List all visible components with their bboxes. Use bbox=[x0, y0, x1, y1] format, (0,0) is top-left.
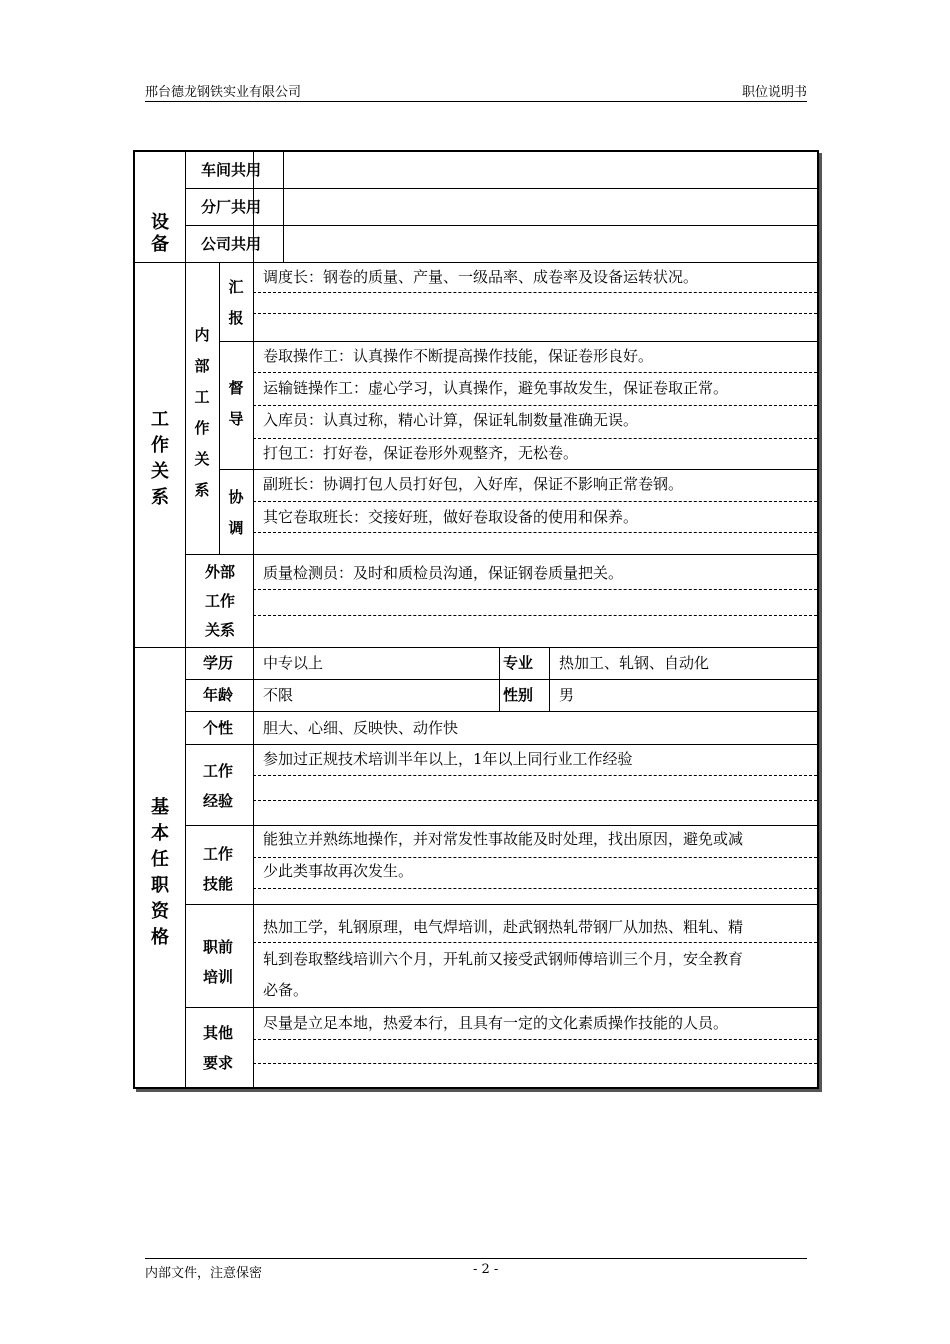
education-label: 学历 bbox=[203, 654, 234, 672]
document-type: 职位说明书 bbox=[741, 85, 807, 100]
personality-label: 个性 bbox=[203, 719, 234, 737]
major-label: 专业 bbox=[503, 654, 534, 672]
external-text: 质量检测员：及时和质检员沟通，保证钢卷质量把关。 bbox=[263, 564, 624, 582]
report-label: 汇 报 bbox=[228, 278, 244, 327]
gender-label: 性别 bbox=[503, 686, 534, 704]
training-text: 必备。 bbox=[263, 981, 309, 999]
training-text: 轧到卷取整线培训六个月，开轧前又接受武钢师傅培训三个月，安全教育 bbox=[263, 950, 744, 968]
training-text: 热加工学，轧钢原理，电气焊培训，赴武钢热轧带钢厂从加热、粗轧、精 bbox=[263, 918, 744, 936]
equipment-branch-label: 分厂共用 bbox=[201, 198, 262, 216]
coordinate-text: 副班长：协调打包人员打好包，入好库，保证不影响正常卷钢。 bbox=[263, 475, 684, 493]
confidential-note: 内部文件，注意保密 bbox=[145, 1266, 263, 1281]
training-label: 职前 培训 bbox=[202, 938, 233, 986]
gender-value: 男 bbox=[559, 686, 575, 704]
report-text: 调度长：钢卷的质量、产量、一级品率、成卷率及设备运转状况。 bbox=[263, 268, 699, 286]
other-requirements-value: 尽量是立足本地，热爱本行，且具有一定的文化素质操作技能的人员。 bbox=[263, 1014, 729, 1032]
internal-relations-label: 内 部 工 作 关 系 bbox=[194, 326, 210, 499]
skills-text: 能独立并熟练地操作，并对常发性事故能及时处理，找出原因，避免或减 bbox=[263, 830, 744, 848]
page-footer bbox=[145, 1258, 807, 1281]
experience-label: 工作 经验 bbox=[202, 762, 233, 810]
equipment-section-label: 设 备 bbox=[151, 212, 169, 255]
qualifications-section-label: 基 本 任 职 资 格 bbox=[151, 797, 169, 948]
supervise-text: 运输链操作工：虚心学习，认真操作，避免事故发生，保证卷取正常。 bbox=[263, 379, 729, 397]
company-name: 邢台德龙钢铁实业有限公司 bbox=[145, 85, 302, 100]
equipment-workshop-label: 车间共用 bbox=[201, 161, 262, 179]
other-requirements-label: 其他 要求 bbox=[202, 1024, 233, 1072]
work-relations-section-label: 工 作 关 系 bbox=[151, 409, 169, 508]
coordinate-text: 其它卷取班长：交接好班，做好卷取设备的使用和保养。 bbox=[263, 508, 639, 526]
age-value: 不限 bbox=[263, 686, 294, 704]
personality-value: 胆大、心细、反映快、动作快 bbox=[263, 719, 459, 737]
experience-value: 参加过正规技术培训半年以上，1年以上同行业工作经验 bbox=[263, 750, 633, 768]
supervise-text: 卷取操作工：认真操作不断提高操作技能，保证卷形良好。 bbox=[263, 347, 654, 365]
supervise-text: 入库员：认真过称，精心计算，保证轧制数量准确无误。 bbox=[263, 411, 639, 429]
education-value: 中专以上 bbox=[263, 654, 324, 672]
page-number: - 2 - bbox=[473, 1262, 499, 1277]
skills-label: 工作 技能 bbox=[202, 845, 233, 893]
age-label: 年龄 bbox=[203, 686, 234, 704]
coordinate-label: 协 调 bbox=[228, 488, 244, 537]
supervise-text: 打包工：打好卷，保证卷形外观整齐，无松卷。 bbox=[263, 444, 579, 462]
page-header bbox=[145, 81, 807, 102]
major-value: 热加工、轧钢、自动化 bbox=[559, 654, 710, 672]
job-description-table bbox=[133, 150, 819, 1089]
supervise-label: 督 导 bbox=[228, 379, 244, 428]
external-relations-label: 外部 工作 关系 bbox=[204, 563, 235, 639]
skills-text: 少此类事故再次发生。 bbox=[263, 862, 414, 880]
equipment-company-label: 公司共用 bbox=[201, 235, 262, 253]
